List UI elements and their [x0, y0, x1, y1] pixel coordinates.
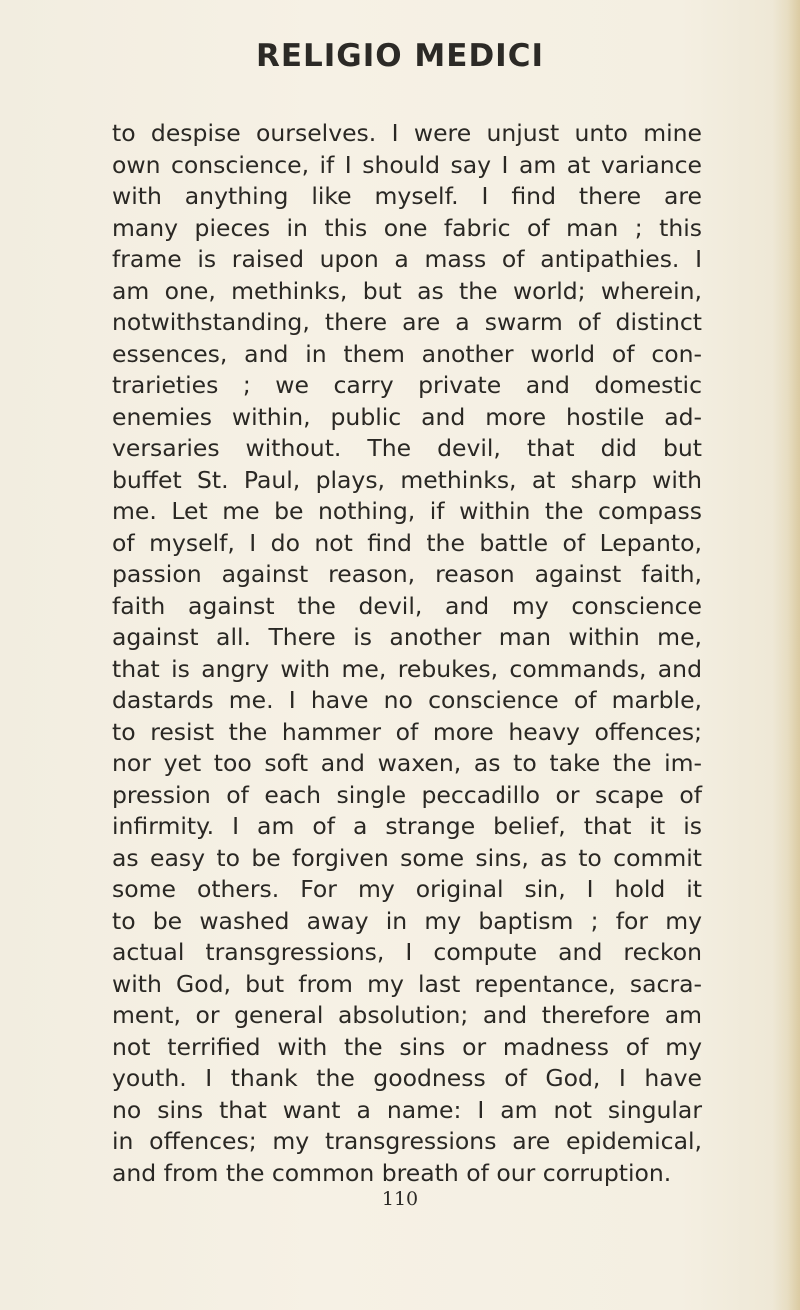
text-line: against all. There is another man within me,: [112, 623, 702, 651]
text-line: enemies within, public and more hostile ad-: [112, 402, 702, 431]
text-line: no sins that want a name: I am not singular: [112, 1095, 702, 1124]
text-line: of myself, I do not find the battle of Lepanto,: [112, 528, 702, 557]
text-line: some others. For my original sin, I hold it: [112, 875, 702, 903]
text-line: dastards me. I have no conscience of marble,: [112, 686, 702, 714]
text-line: essences, and in them another world of con-: [112, 339, 702, 368]
text-line: passion against reason, reason against faith,: [112, 560, 702, 588]
running-head: RELIGIO MEDICI: [255, 38, 545, 74]
text-line: in offences; my transgressions are epidemical,: [112, 1127, 702, 1155]
text-line: buffet St. Paul, plays, methinks, at sharp with: [112, 465, 702, 494]
text-line: frame is raised upon a mass of antipathies. I: [112, 245, 702, 273]
text-line: actual transgressions, I compute and reckon: [112, 938, 702, 966]
text-line: faith against the devil, and my conscience: [112, 591, 702, 620]
body-text: [112, 118, 702, 1189]
text-line: as easy to be forgiven some sins, as to commit: [112, 843, 702, 872]
text-line: am one, methinks, but as the world; wherein,: [112, 276, 702, 305]
text-line: infirmity. I am of a strange belief, that it is: [112, 812, 702, 840]
text-line: with anything like myself. I find there are: [112, 182, 702, 210]
text-line: trarieties ; we carry private and domestic: [112, 371, 702, 399]
page-number: 110: [381, 1188, 419, 1210]
text-line: versaries without. The devil, that did but: [112, 434, 702, 462]
text-line: to resist the hammer of more heavy offences;: [112, 717, 702, 746]
text-line: notwithstanding, there are a swarm of distinct: [112, 308, 702, 336]
text-line: me. Let me be nothing, if within the compass: [112, 497, 702, 525]
text-line: to despise ourselves. I were unjust unto mine: [112, 119, 702, 147]
text-line: youth. I thank the goodness of God, I have: [112, 1064, 702, 1092]
text-line: not terrified with the sins or madness of my: [112, 1032, 702, 1061]
text-line: nor yet too soft and waxen, as to take the im-: [112, 749, 702, 777]
text-line: with God, but from my last repentance, sacra-: [112, 969, 702, 998]
text-line: pression of each single peccadillo or scape of: [112, 780, 702, 809]
text-line: own conscience, if I should say I am at variance: [112, 150, 702, 179]
text-line: to be washed away in my baptism ; for my: [112, 906, 702, 935]
text-line: many pieces in this one fabric of man ; this: [112, 213, 702, 242]
text-line: and from the common breath of our corruption.: [112, 1158, 672, 1187]
text-line: that is angry with me, rebukes, commands, and: [112, 654, 702, 683]
text-line: ment, or general absolution; and therefore am: [112, 1001, 702, 1029]
page-edge-shadow: [772, 0, 800, 1310]
